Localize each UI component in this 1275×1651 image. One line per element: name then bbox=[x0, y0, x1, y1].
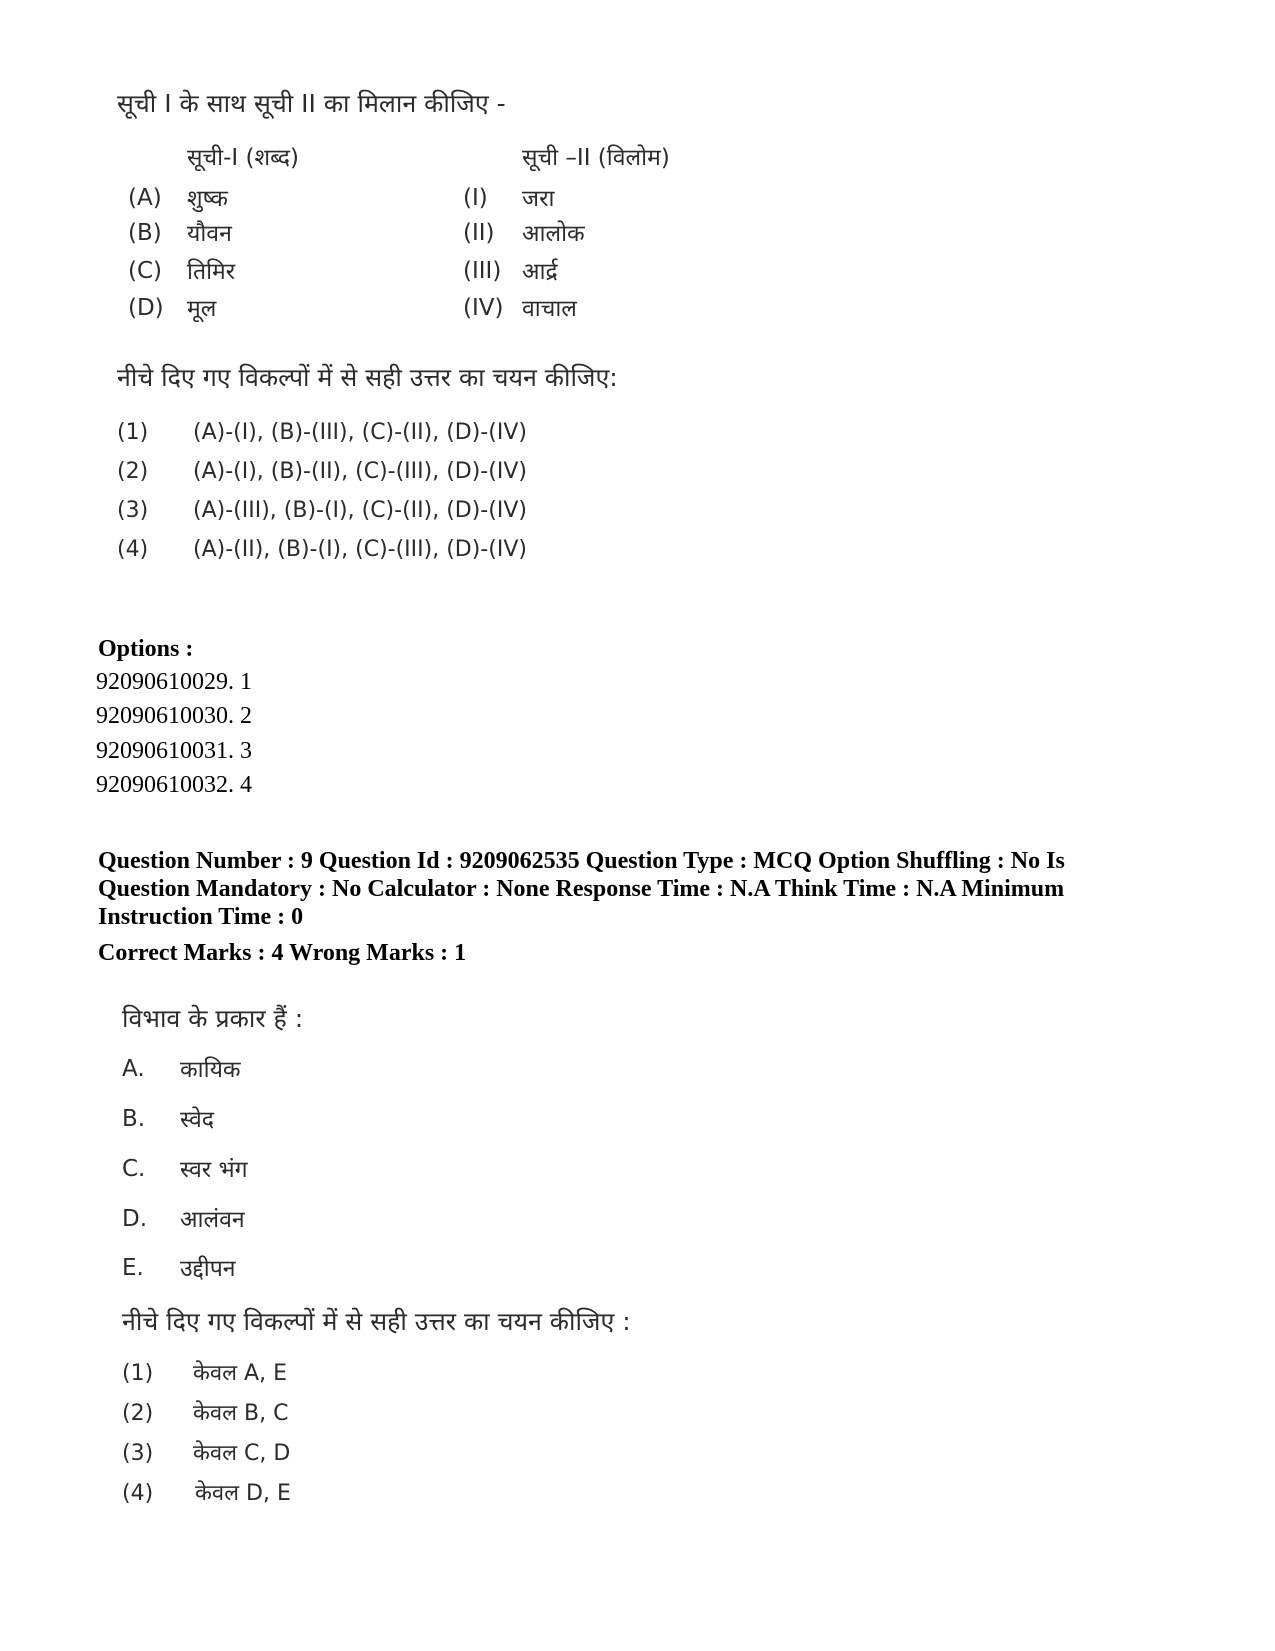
option-id: 92090610032. 4 bbox=[96, 772, 252, 798]
list-2-value: आलोक bbox=[522, 221, 585, 247]
choice-text: (A)-(I), (B)-(II), (C)-(III), (D)-(IV) bbox=[193, 459, 527, 484]
statement-key: E. bbox=[122, 1255, 144, 1281]
option-id: 92090610029. 1 bbox=[96, 669, 252, 695]
choice-number: (1) bbox=[117, 420, 149, 445]
statement-key: D. bbox=[122, 1206, 148, 1232]
choice-number: (2) bbox=[122, 1401, 154, 1426]
question-instruction: नीचे दिए गए विकल्पों में से सही उत्तर का चयन कीजिए: bbox=[117, 363, 618, 392]
list-2-value: आर्द्र bbox=[522, 259, 558, 285]
list-1-key: (A) bbox=[128, 185, 162, 211]
statement-text: स्वर भंग bbox=[180, 1157, 248, 1183]
list-2-key: (I) bbox=[463, 185, 488, 211]
question-prompt: विभाव के प्रकार हैं : bbox=[122, 1004, 304, 1033]
list-1-value: शुष्क bbox=[187, 186, 228, 212]
list-1-key: (B) bbox=[128, 220, 162, 246]
statement-text: कायिक bbox=[180, 1057, 241, 1083]
list-2-heading: सूची –II (विलोम) bbox=[522, 145, 670, 171]
list-2-key: (IV) bbox=[463, 295, 504, 321]
statement-text: आलंवन bbox=[180, 1207, 245, 1233]
list-2-value: जरा bbox=[522, 186, 555, 212]
list-1-value: मूल bbox=[187, 296, 217, 322]
choice-text: केवल A, E bbox=[193, 1361, 287, 1386]
list-2-key: (III) bbox=[463, 258, 502, 284]
statement-key: B. bbox=[122, 1106, 146, 1132]
statement-text: उद्दीपन bbox=[180, 1256, 236, 1282]
choice-text: केवल D, E bbox=[195, 1481, 291, 1506]
choice-number: (4) bbox=[117, 537, 149, 562]
choice-number: (2) bbox=[117, 459, 149, 484]
list-1-value: यौवन bbox=[187, 221, 232, 247]
choice-number: (3) bbox=[117, 498, 149, 523]
list-1-key: (D) bbox=[128, 295, 164, 321]
question-prompt: सूची I के साथ सूची II का मिलान कीजिए - bbox=[117, 89, 506, 118]
list-1-key: (C) bbox=[128, 258, 163, 284]
choice-text: (A)-(III), (B)-(I), (C)-(II), (D)-(IV) bbox=[193, 498, 527, 523]
options-heading: Options : bbox=[98, 636, 194, 662]
list-1-value: तिमिर bbox=[187, 259, 236, 285]
list-1-heading: सूची-I (शब्द) bbox=[187, 145, 299, 171]
list-2-value: वाचाल bbox=[522, 296, 577, 322]
choice-number: (1) bbox=[122, 1361, 154, 1386]
choice-text: केवल C, D bbox=[193, 1441, 291, 1466]
choice-number: (4) bbox=[122, 1481, 154, 1506]
list-2-key: (II) bbox=[463, 220, 495, 246]
choice-number: (3) bbox=[122, 1441, 154, 1466]
choice-text: (A)-(II), (B)-(I), (C)-(III), (D)-(IV) bbox=[193, 537, 527, 562]
marks-line: Correct Marks : 4 Wrong Marks : 1 bbox=[98, 940, 467, 966]
choice-text: (A)-(I), (B)-(III), (C)-(II), (D)-(IV) bbox=[193, 420, 527, 445]
option-id: 92090610031. 3 bbox=[96, 738, 252, 764]
choice-text: केवल B, C bbox=[193, 1401, 289, 1426]
statement-key: C. bbox=[122, 1156, 146, 1182]
statement-key: A. bbox=[122, 1056, 145, 1082]
statement-text: स्वेद bbox=[180, 1107, 214, 1133]
question-meta-line: Question Number : 9 Question Id : 9209062535 Question Type : MCQ Option Shuffling : No Is Question Mandatory : No Calculator : None Response Time : N.A Think Time : N.A Minimum Instruction Time : 0 bbox=[98, 848, 1065, 930]
question-instruction: नीचे दिए गए विकल्पों में से सही उत्तर का चयन कीजिए : bbox=[122, 1307, 631, 1336]
option-id: 92090610030. 2 bbox=[96, 703, 252, 729]
